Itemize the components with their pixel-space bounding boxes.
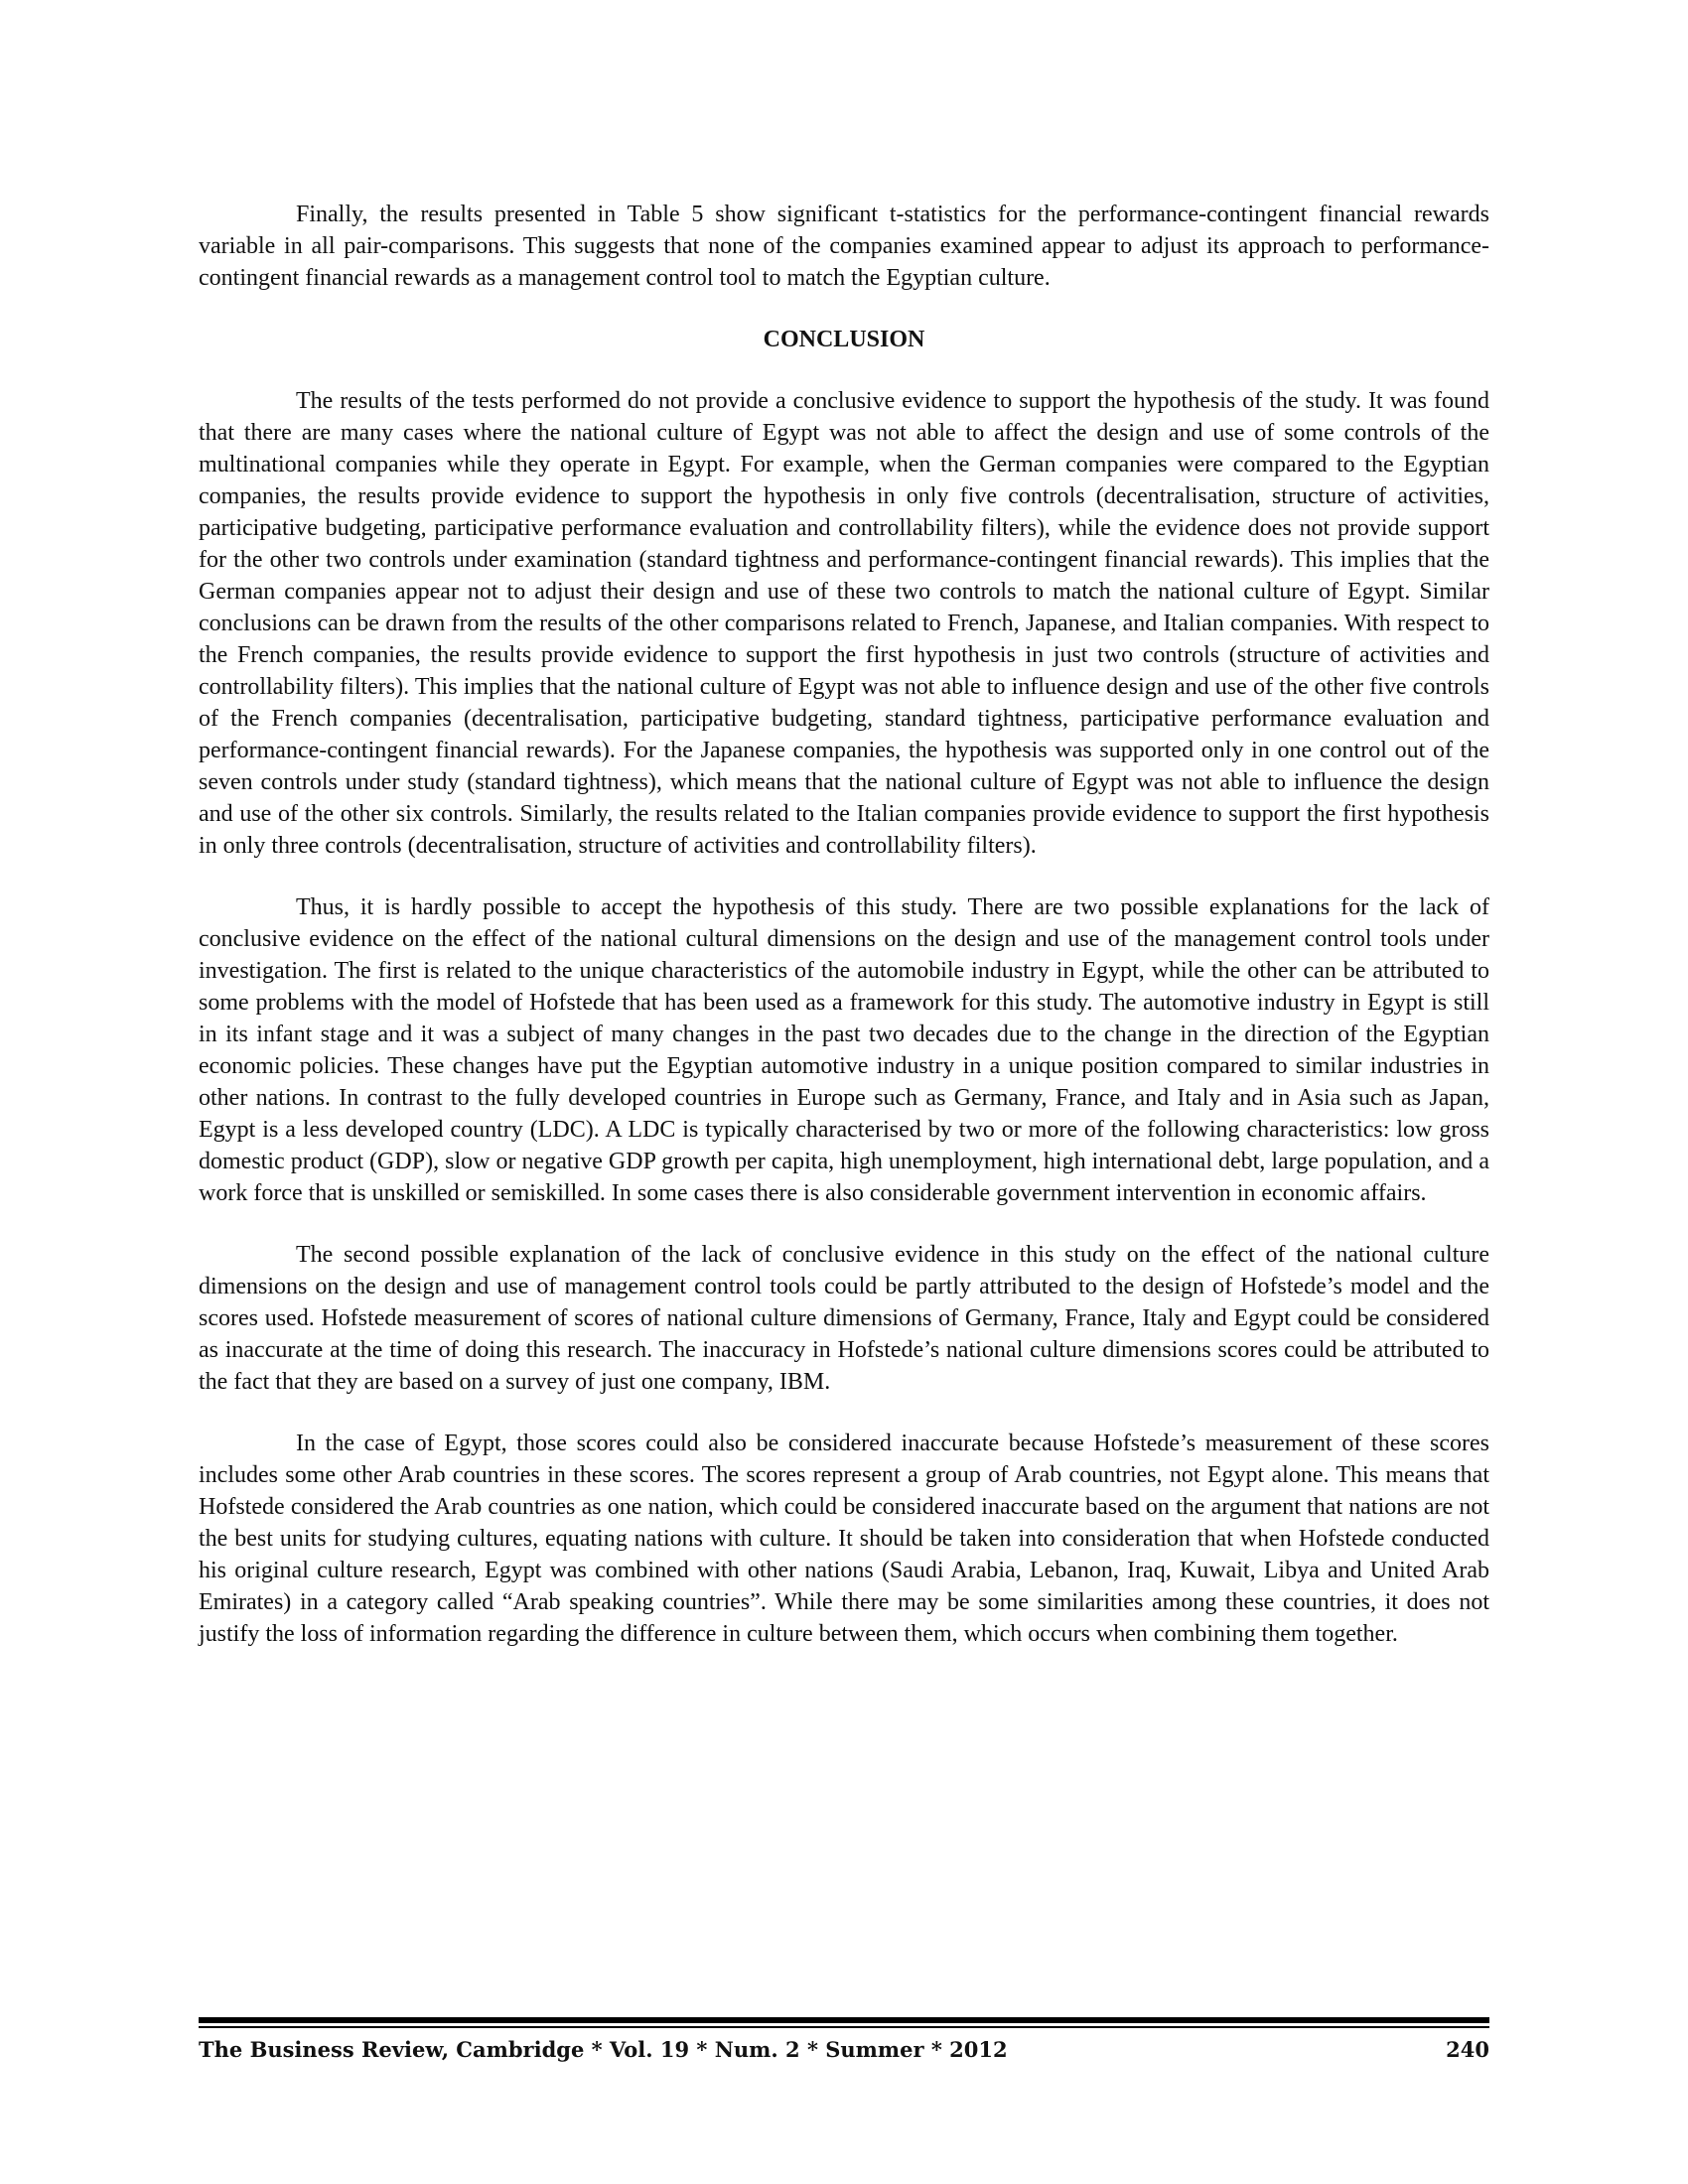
footer-rule-thin [199, 2026, 1489, 2028]
paragraph-hypothesis: Thus, it is hardly possible to accept the hypothesis of this study. There are two possible explanations for the lack of conclusive evidence on the effect of the national cultural dimensions on the design and use of the management control tools under investigation. The first is related to the unique characteristics of the automobile industry in Egypt, while the other can be attributed to some problems with the model of Hofstede that has been used as a framework for this study. The automotive industry in Egypt is still in its infant stage and it was a subject of many changes in the past two decades due to the change in the direction of the Egyptian economic policies. These changes have put the Egyptian automotive industry in a unique position compared to similar industries in other nations. In contrast to the fully developed countries in Europe such as Germany, France, and Italy and in Asia such as Japan, Egypt is a less developed country (LDC). A LDC is typically characterised by two or more of the following characteristics: low gross domestic product (GDP), slow or negative GDP growth per capita, high unemployment, high international debt, large population, and a work force that is unskilled or semiskilled. In some cases there is also considerable government intervention in economic affairs. [199, 894, 1489, 1206]
spacer [199, 1209, 1489, 1239]
paragraph-finally: Finally, the results presented in Table 5 show significant t-statistics for the performance-contingent financial rewards variable in all pair-comparisons. This suggests that none of the companies examined appear to adjust its approach to performance-contingent financial rewards as a management control tool to match the Egyptian culture. [199, 202, 1489, 291]
page-number: 240 [1446, 2037, 1489, 2062]
spacer [199, 862, 1489, 891]
paragraph-egypt-scores: In the case of Egypt, those scores could also be considered inaccurate because Hofstede’s measurement of these scores includes some other Arab countries in these scores. The scores represent a group of Arab countries, not Egypt alone. This means that Hofstede considered the Arab countries as one nation, which could be considered inaccurate based on the argument that nations are not the best units for studying cultures, equating nations with culture. It should be taken into consideration that when Hofstede conducted his original culture research, Egypt was combined with other nations (Saudi Arabia, Lebanon, Iraq, Kuwait, Libya and United Arab Emirates) in a category called “Arab speaking countries”. While there may be some similarities among these countries, it does not justify the loss of information regarding the difference in culture between them, which occurs when combining them together. [199, 1431, 1489, 1647]
page-footer [199, 2035, 1489, 2065]
spacer [199, 1398, 1489, 1428]
section-heading-conclusion: CONCLUSION [763, 327, 925, 352]
journal-citation: The Business Review, Cambridge * Vol. 19 * Num. 2 * Summer * 2012 [199, 2037, 1008, 2062]
article-body [199, 199, 1489, 1650]
paragraph-second-explanation: The second possible explanation of the lack of conclusive evidence in this study on the effect of the national culture dimensions on the design and use of management control tools could be partly attributed to the design of Hofstede’s model and the scores used. Hofstede measurement of scores of national culture dimensions of Germany, France, Italy and Egypt could be considered as inaccurate at the time of doing this research. The inaccuracy in Hofstede’s national culture dimensions scores could be attributed to the fact that they are based on a survey of just one company, IBM. [199, 1242, 1489, 1395]
spacer [199, 355, 1489, 385]
footer-rule-thick [199, 2017, 1489, 2023]
spacer [199, 294, 1489, 324]
paragraph-results: The results of the tests performed do not provide a conclusive evidence to support the hypothesis of the study. It was found that there are many cases where the national culture of Egypt was not able to affect the design and use of some controls of the multinational companies while they operate in Egypt. For example, when the German companies were compared to the Egyptian companies, the results provide evidence to support the hypothesis in only five controls (decentralisation, structure of activities, participative budgeting, participative performance evaluation and controllability filters), while the evidence does not provide support for the other two controls under examination (standard tightness and performance-contingent financial rewards). This implies that the German companies appear not to adjust their design and use of these two controls to match the national culture of Egypt. Similar conclusions can be drawn from the results of the other comparisons related to French, Japanese, and Italian companies. With respect to the French companies, the results provide evidence to support the first hypothesis in just two controls (structure of activities and controllability filters). This implies that the national culture of Egypt was not able to influence design and use of the other five controls of the French companies (decentralisation, participative budgeting, standard tightness, participative performance evaluation and performance-contingent financial rewards). For the Japanese companies, the hypothesis was supported only in one control out of the seven controls under study (standard tightness), which means that the national culture of Egypt was not able to influence the design and use of the other six controls. Similarly, the results related to the Italian companies provide evidence to support the first hypothesis in only three controls (decentralisation, structure of activities and controllability filters). [199, 388, 1489, 859]
